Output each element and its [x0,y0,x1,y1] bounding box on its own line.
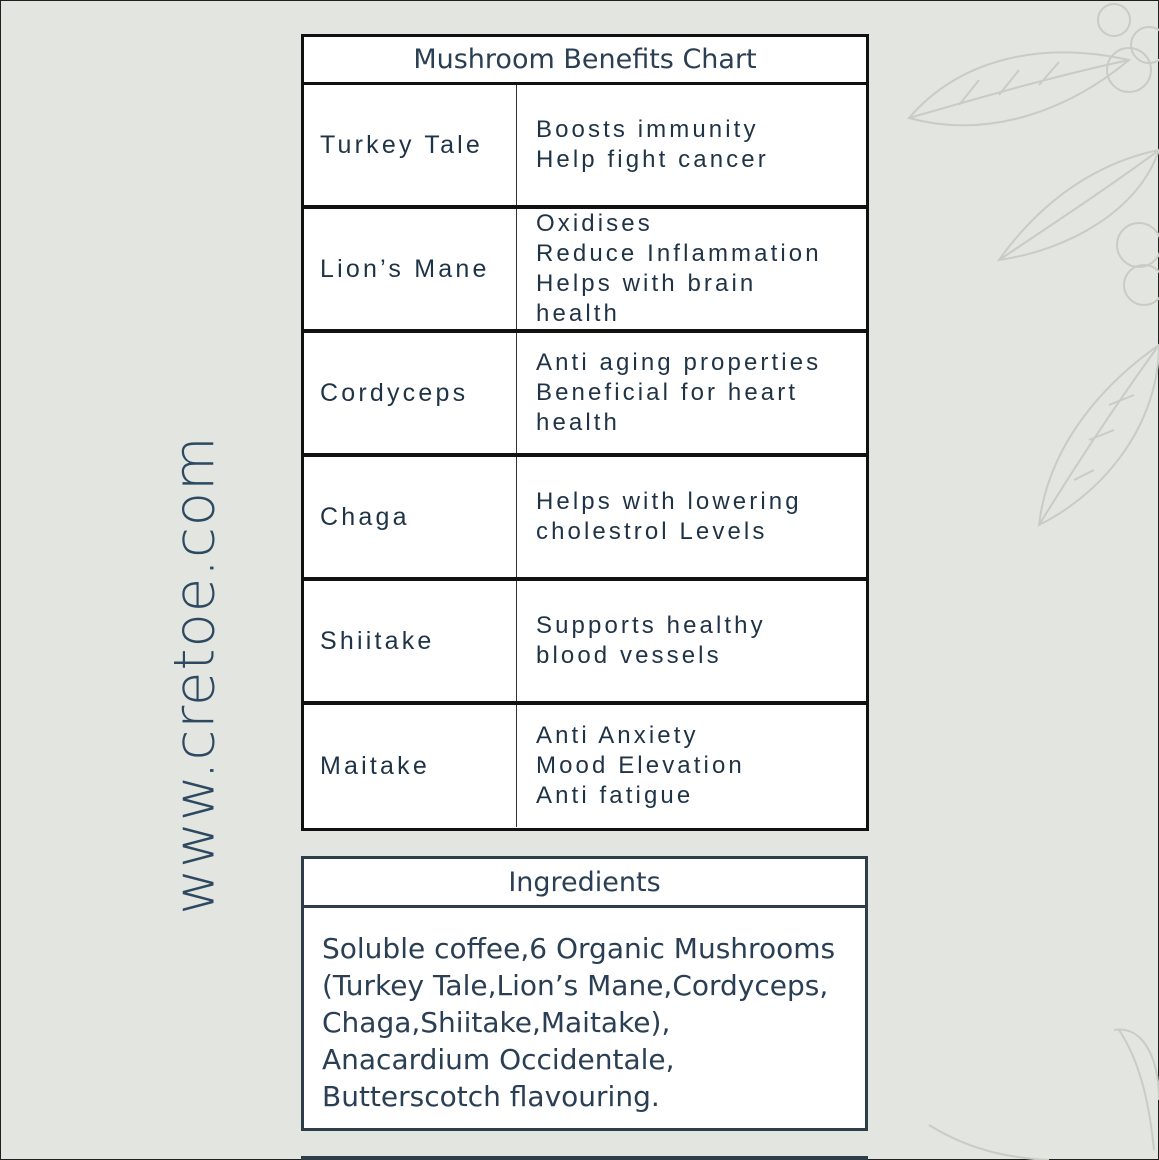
benefits-table-title: Mushroom Benefits Chart [304,37,866,85]
table-row [304,705,866,827]
mushroom-name: Turkey Tale [304,85,517,205]
benefit-line: Oxidises [536,210,653,237]
table-row [304,209,866,333]
ingredients-line: Butterscotch flavouring. [322,1080,660,1113]
benefit-line: Anti fatigue [536,782,694,809]
mushroom-benefits [517,85,866,205]
mushroom-name: Maitake [304,705,517,827]
mushroom-benefits-table [301,34,869,831]
mushroom-benefits [517,333,866,453]
benefit-line: Anti aging properties [536,349,822,376]
benefit-line: Helps with lowering [536,488,802,515]
mushroom-name: Lion’s Mane [304,209,517,329]
mushroom-benefits [517,209,866,329]
benefit-line: Mood Elevation [536,752,745,779]
ingredients-text [304,908,865,1115]
mushroom-name: Chaga [304,457,517,577]
ingredients-box [301,856,868,1131]
ingredients-line: Soluble coffee,6 Organic Mushrooms [322,932,836,965]
benefit-line: health [536,300,620,327]
table-row [304,581,866,705]
benefit-line: Anti Anxiety [536,722,699,749]
benefit-line: cholestrol Levels [536,518,768,545]
benefit-line: blood vessels [536,642,722,669]
benefit-line: Help fight cancer [536,146,769,173]
benefit-line: Boosts immunity [536,116,759,143]
mushroom-name: Cordyceps [304,333,517,453]
coffee-leaf-illustration [899,0,1159,1160]
table-row [304,333,866,457]
mushroom-benefits [517,705,866,827]
benefit-line: Beneficial for heart [536,379,799,406]
mushroom-benefits [517,457,866,577]
benefit-line: health [536,409,620,436]
table-row [304,85,866,209]
ingredients-title: Ingredients [304,859,865,908]
benefit-line: Reduce Inflammation [536,240,822,267]
mushroom-benefits [517,581,866,701]
ingredients-line: Anacardium Occidentale, [322,1043,675,1076]
ingredients-line: Chaga,Shiitake,Maitake), [322,1006,671,1039]
next-box-edge [301,1156,868,1160]
table-row [304,457,866,581]
ingredients-line: (Turkey Tale,Lion’s Mane,Cordyceps, [322,969,829,1002]
mushroom-name: Shiitake [304,581,517,701]
benefit-line: Helps with brain [536,270,757,297]
benefit-line: Supports healthy [536,612,766,639]
website-url: www.cretoe.com [162,435,228,915]
